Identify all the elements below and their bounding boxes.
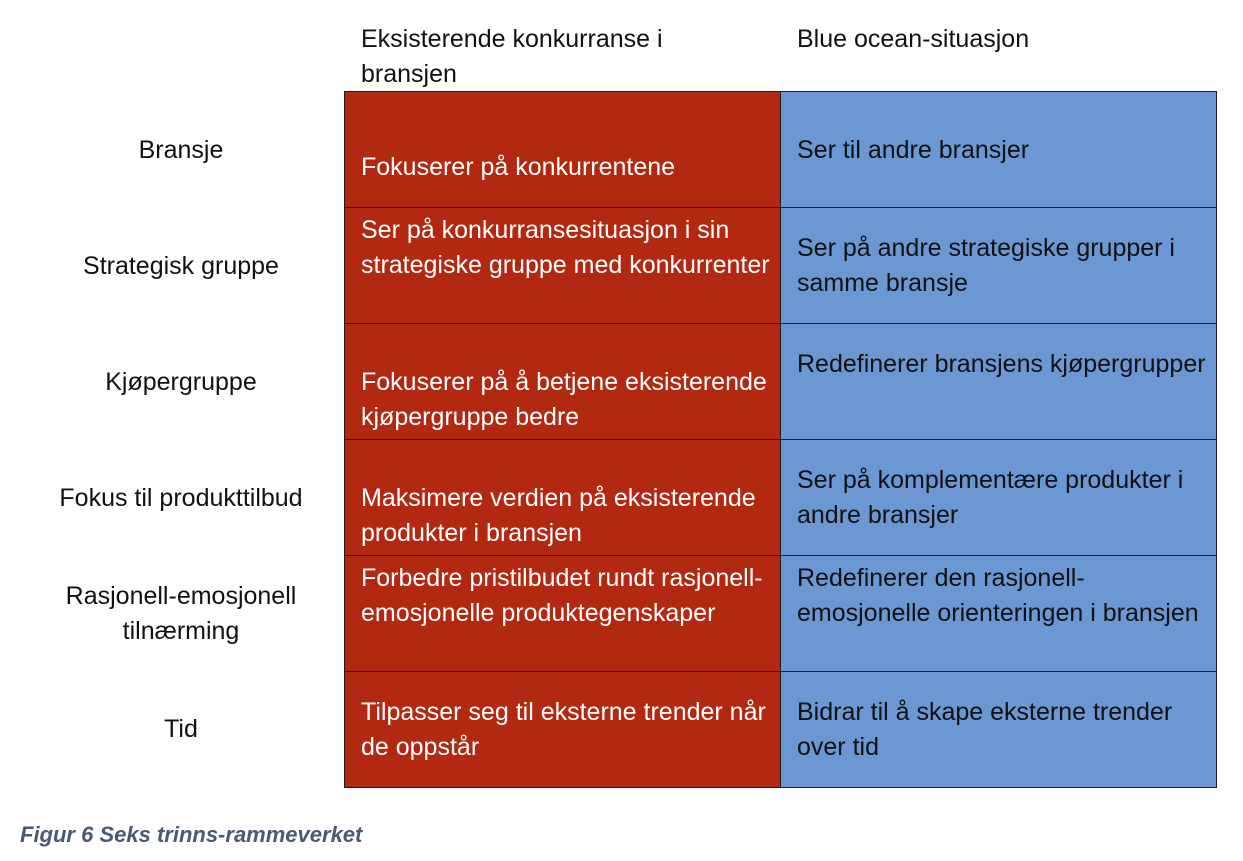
cell-text: Ser til andre bransjer bbox=[797, 136, 1030, 164]
row-label-strategisk-gruppe: Strategisk gruppe bbox=[83, 252, 279, 280]
row-label-kjopergruppe: Kjøpergruppe bbox=[105, 368, 257, 396]
cell-text: Ser på andre strategiske grupper i samme bransje bbox=[797, 234, 1175, 297]
cell-text: Bidrar til å skape eksterne trender over tid bbox=[797, 698, 1173, 761]
column-header-existing: Eksisterende konkurranse i bransjen bbox=[361, 25, 663, 88]
cell-blue-fokus-produkttilbud bbox=[780, 439, 1217, 556]
cell-blue-strategisk-gruppe bbox=[780, 207, 1217, 324]
cell-text: Redefinerer den rasjonell-emosjonelle orienteringen i bransjen bbox=[797, 564, 1199, 627]
column-header-blue-ocean: Blue ocean-situasjon bbox=[797, 25, 1030, 53]
cell-blue-bransje bbox=[780, 91, 1217, 208]
row-label-tid: Tid bbox=[164, 715, 198, 743]
row-label-rasjonell-emosjonell: Rasjonell-emosjonell tilnærming bbox=[65, 582, 297, 645]
cell-text: Maksimere verdien på eksisterende produkter i bransjen bbox=[361, 484, 756, 547]
cell-text: Fokuserer på konkurrentene bbox=[361, 153, 676, 181]
cell-text: Redefinerer bransjens kjøpergrupper bbox=[797, 350, 1206, 378]
cell-text: Ser på komplementære produkter i andre bransjer bbox=[797, 466, 1184, 529]
cell-blue-kjopergruppe bbox=[780, 323, 1217, 440]
row-label-fokus-produkttilbud: Fokus til produkttilbud bbox=[59, 484, 303, 512]
cell-text: Fokuserer på å betjene eksisterende kjøpergruppe bedre bbox=[361, 368, 767, 431]
cell-existing-strategisk-gruppe bbox=[344, 207, 781, 324]
cell-existing-rasjonell-emosjonell bbox=[344, 555, 781, 672]
cell-existing-kjopergruppe bbox=[344, 323, 781, 440]
cell-blue-rasjonell-emosjonell bbox=[780, 555, 1217, 672]
cell-existing-bransje bbox=[344, 91, 781, 208]
cell-existing-tid bbox=[344, 671, 781, 788]
figure-caption: Figur 6 Seks trinns-rammeverket bbox=[20, 822, 363, 847]
cell-text: Forbedre pristilbudet rundt rasjonell-emosjonelle produktegenskaper bbox=[361, 564, 763, 627]
cell-text: Ser på konkurransesituasjon i sin strategiske gruppe med konkurrenter bbox=[361, 216, 770, 279]
cell-existing-fokus-produkttilbud bbox=[344, 439, 781, 556]
cell-blue-tid bbox=[780, 671, 1217, 788]
row-label-bransje: Bransje bbox=[138, 136, 224, 164]
cell-text: Tilpasser seg til eksterne trender når de oppstår bbox=[361, 698, 766, 761]
